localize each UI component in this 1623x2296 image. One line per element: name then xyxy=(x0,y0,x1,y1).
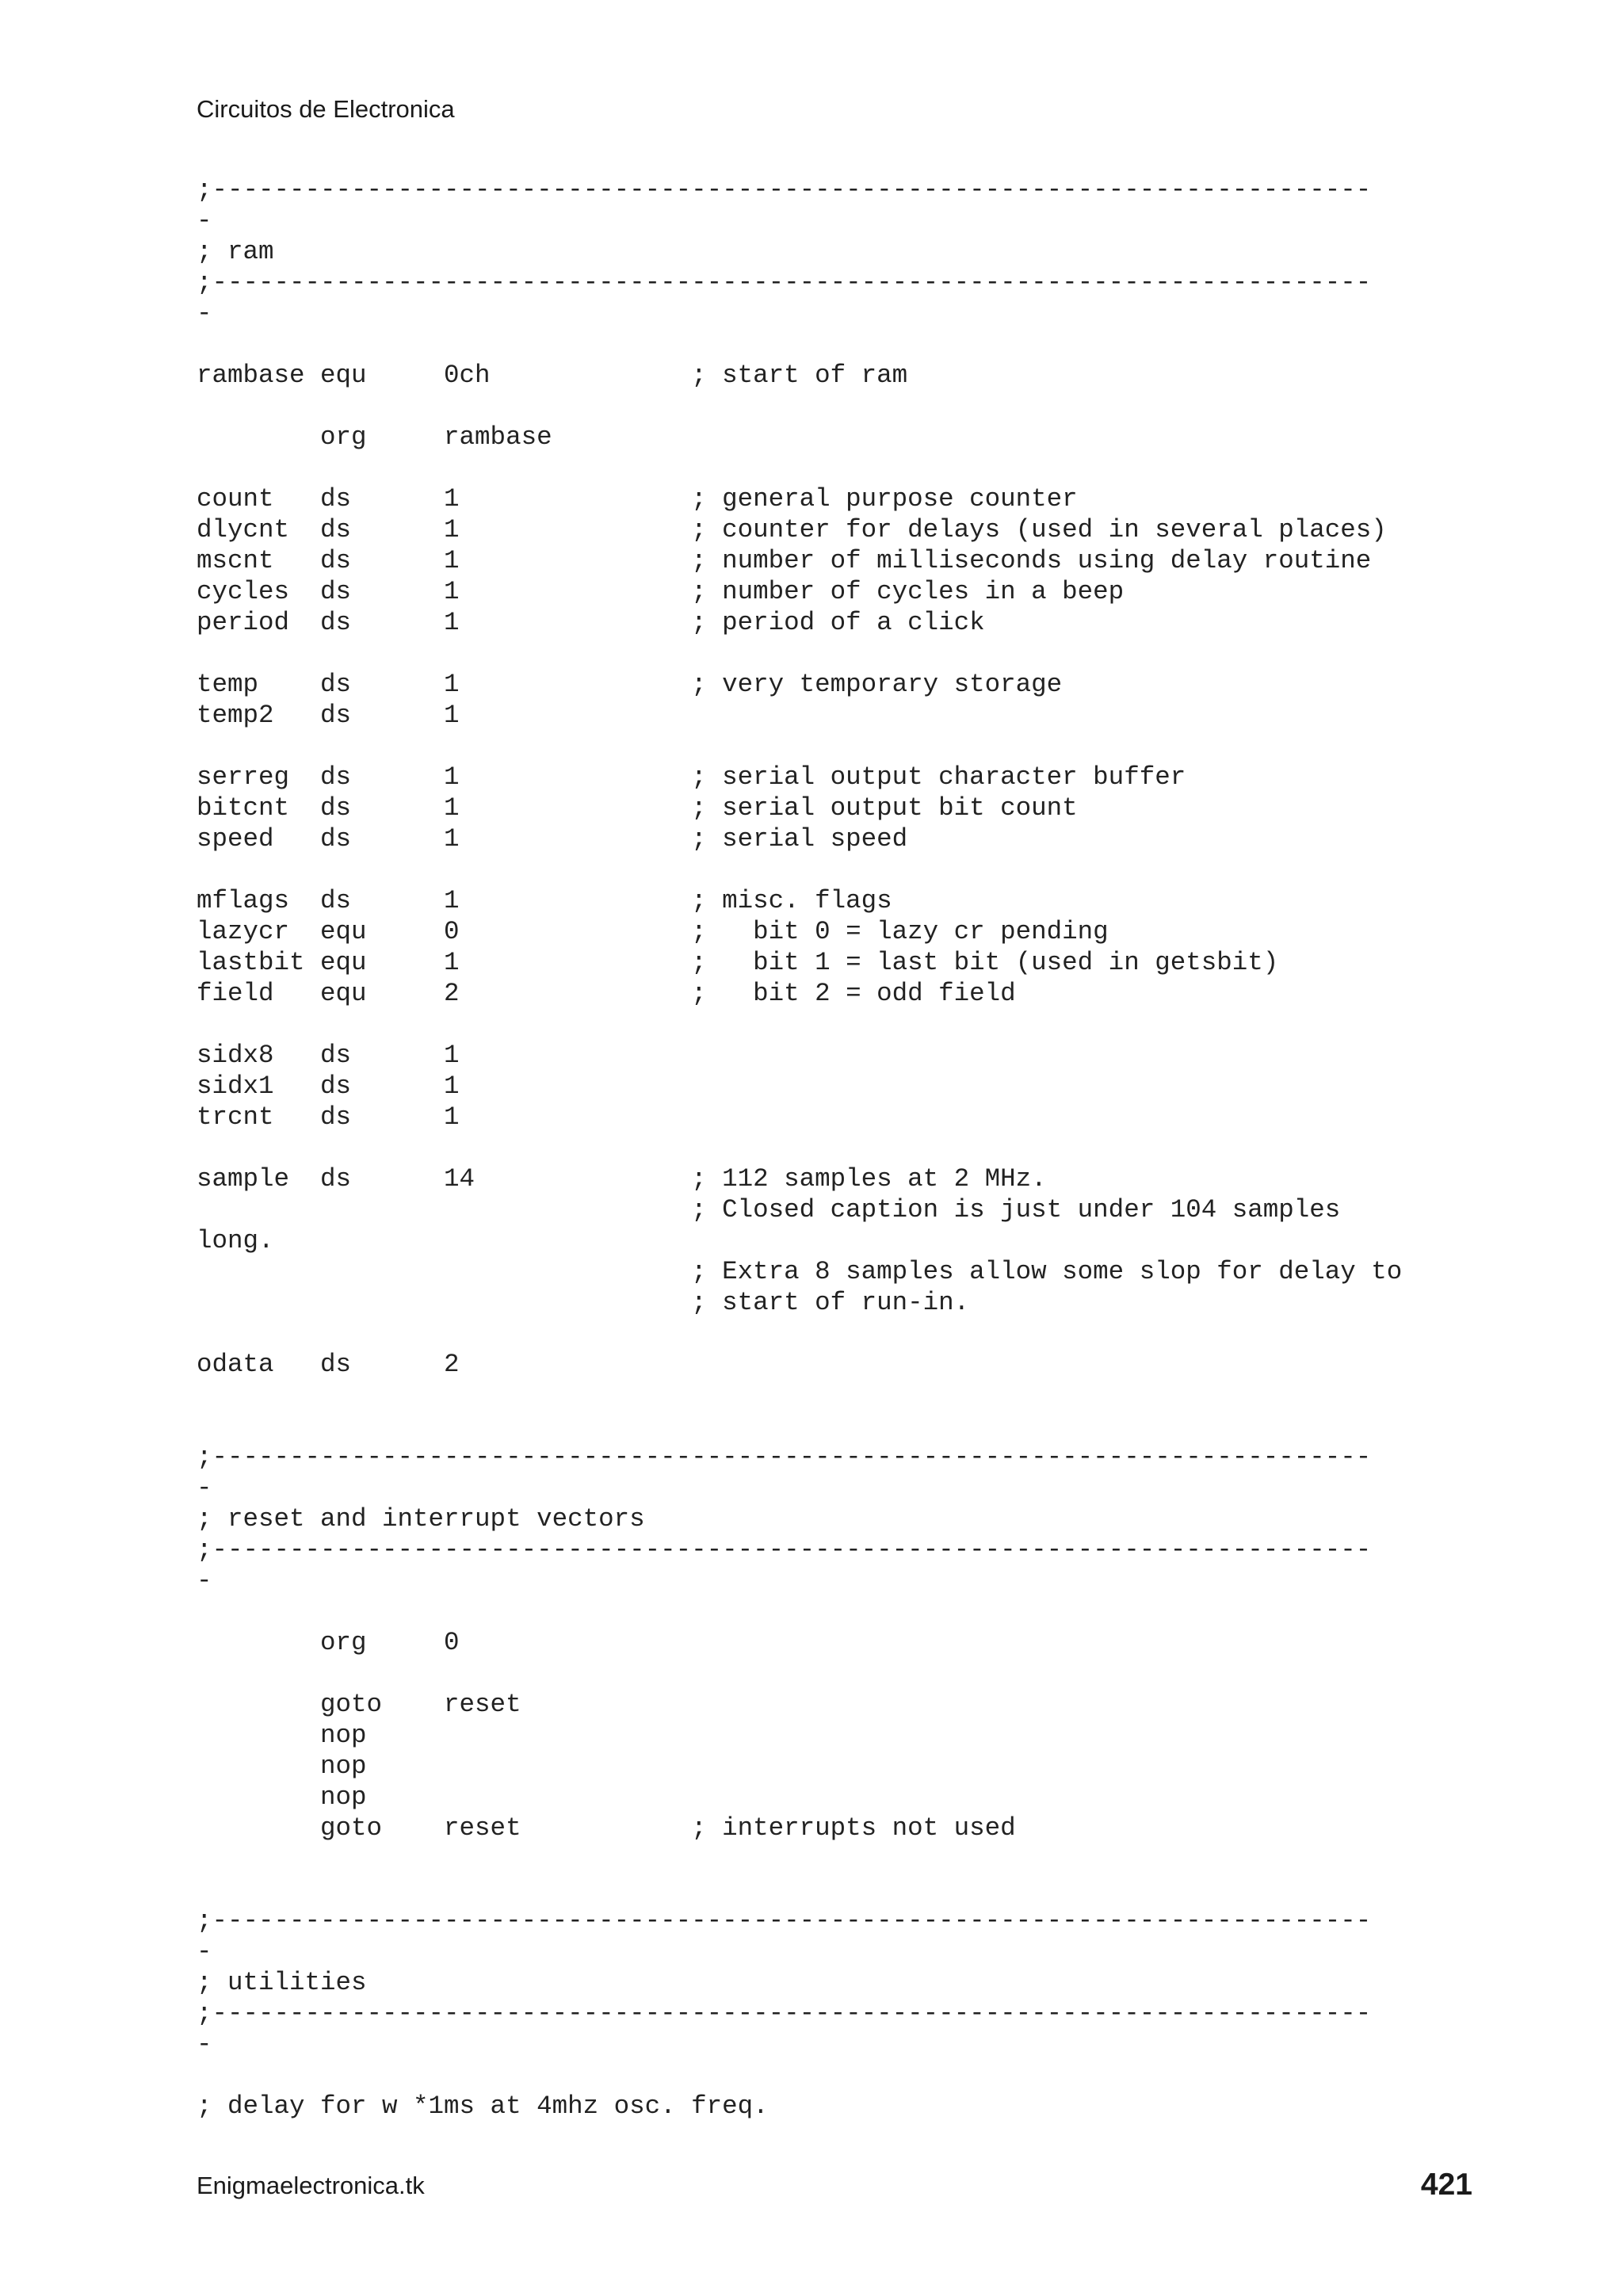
code-line xyxy=(197,1658,1402,1689)
code-line xyxy=(197,731,1402,762)
code-listing xyxy=(197,174,1402,2122)
code-line: ; utilities xyxy=(197,1968,367,1997)
code-line: - xyxy=(197,206,212,235)
code-line: mscnt ds 1 ; number of milliseconds using delay routine xyxy=(197,546,1372,575)
code-line: nop xyxy=(197,1752,367,1781)
code-line: - xyxy=(197,1473,212,1503)
code-line: ; Extra 8 samples allow some slop for delay to xyxy=(197,1257,1403,1286)
code-line: cycles ds 1 ; number of cycles in a beep xyxy=(197,577,1125,606)
code-line: serreg ds 1 ; serial output character buffer xyxy=(197,762,1186,792)
code-line: goto reset ; interrupts not used xyxy=(197,1813,1016,1843)
page-number: 421 xyxy=(1420,2168,1472,2202)
code-line: org rambase xyxy=(197,422,552,452)
code-line xyxy=(197,2060,1402,2091)
code-line: dlycnt ds 1 ; counter for delays (used in several places) xyxy=(197,515,1387,544)
code-line: - xyxy=(197,1937,212,1966)
code-line: ; delay for w *1ms at 4mhz osc. freq. xyxy=(197,2092,769,2121)
code-line xyxy=(197,453,1402,483)
code-line: ;--------------------------------------------------------------------------- xyxy=(197,1535,1372,1564)
code-line: - xyxy=(197,1566,212,1595)
code-line xyxy=(197,391,1402,422)
code-line: odata ds 2 xyxy=(197,1350,460,1379)
code-line: ; start of run-in. xyxy=(197,1288,970,1317)
code-line xyxy=(197,1133,1402,1163)
code-line: long. xyxy=(197,1226,274,1255)
code-line xyxy=(197,1318,1402,1349)
code-line xyxy=(197,854,1402,885)
code-line: temp2 ds 1 xyxy=(197,701,460,730)
code-line: ;--------------------------------------------------------------------------- xyxy=(197,1906,1372,1935)
code-line: - xyxy=(197,299,212,328)
code-line: ; reset and interrupt vectors xyxy=(197,1504,645,1534)
code-line: ;--------------------------------------------------------------------------- xyxy=(197,175,1372,204)
code-line: period ds 1 ; period of a click xyxy=(197,608,985,637)
code-line xyxy=(197,1380,1402,1411)
code-line: nop xyxy=(197,1721,367,1750)
code-line xyxy=(197,1843,1402,1874)
code-line: sidx8 ds 1 xyxy=(197,1041,460,1070)
code-line: ; ram xyxy=(197,237,274,266)
code-line xyxy=(197,1874,1402,1905)
code-line: org 0 xyxy=(197,1628,460,1657)
code-line: sample ds 14 ; 112 samples at 2 MHz. xyxy=(197,1164,1047,1194)
code-line: trcnt ds 1 xyxy=(197,1102,460,1132)
code-line xyxy=(197,329,1402,360)
code-line: lastbit equ 1 ; bit 1 = last bit (used in getsbit) xyxy=(197,948,1279,977)
code-line: count ds 1 ; general purpose counter xyxy=(197,484,1078,514)
code-line: temp ds 1 ; very temporary storage xyxy=(197,670,1063,699)
code-line: field equ 2 ; bit 2 = odd field xyxy=(197,979,1016,1008)
code-line: rambase equ 0ch ; start of ram xyxy=(197,361,908,390)
code-line: bitcnt ds 1 ; serial output bit count xyxy=(197,793,1078,823)
code-line: sidx1 ds 1 xyxy=(197,1072,460,1101)
code-line xyxy=(197,638,1402,669)
code-line: speed ds 1 ; serial speed xyxy=(197,824,908,854)
code-line: ;--------------------------------------------------------------------------- xyxy=(197,1999,1372,2028)
code-line xyxy=(197,1596,1402,1627)
code-line: ; Closed caption is just under 104 samples xyxy=(197,1195,1341,1224)
code-line: ;--------------------------------------------------------------------------- xyxy=(197,1442,1372,1472)
footer-site: Enigmaelectronica.tk xyxy=(197,2172,425,2199)
code-line: lazycr equ 0 ; bit 0 = lazy cr pending xyxy=(197,917,1109,946)
code-line: ;--------------------------------------------------------------------------- xyxy=(197,268,1372,297)
code-line xyxy=(197,1009,1402,1040)
page-header-title: Circuitos de Electronica xyxy=(197,95,455,123)
code-line: nop xyxy=(197,1782,367,1812)
code-line: goto reset xyxy=(197,1690,521,1719)
code-line xyxy=(197,1411,1402,1442)
code-line: - xyxy=(197,2030,212,2059)
code-line: mflags ds 1 ; misc. flags xyxy=(197,886,892,915)
